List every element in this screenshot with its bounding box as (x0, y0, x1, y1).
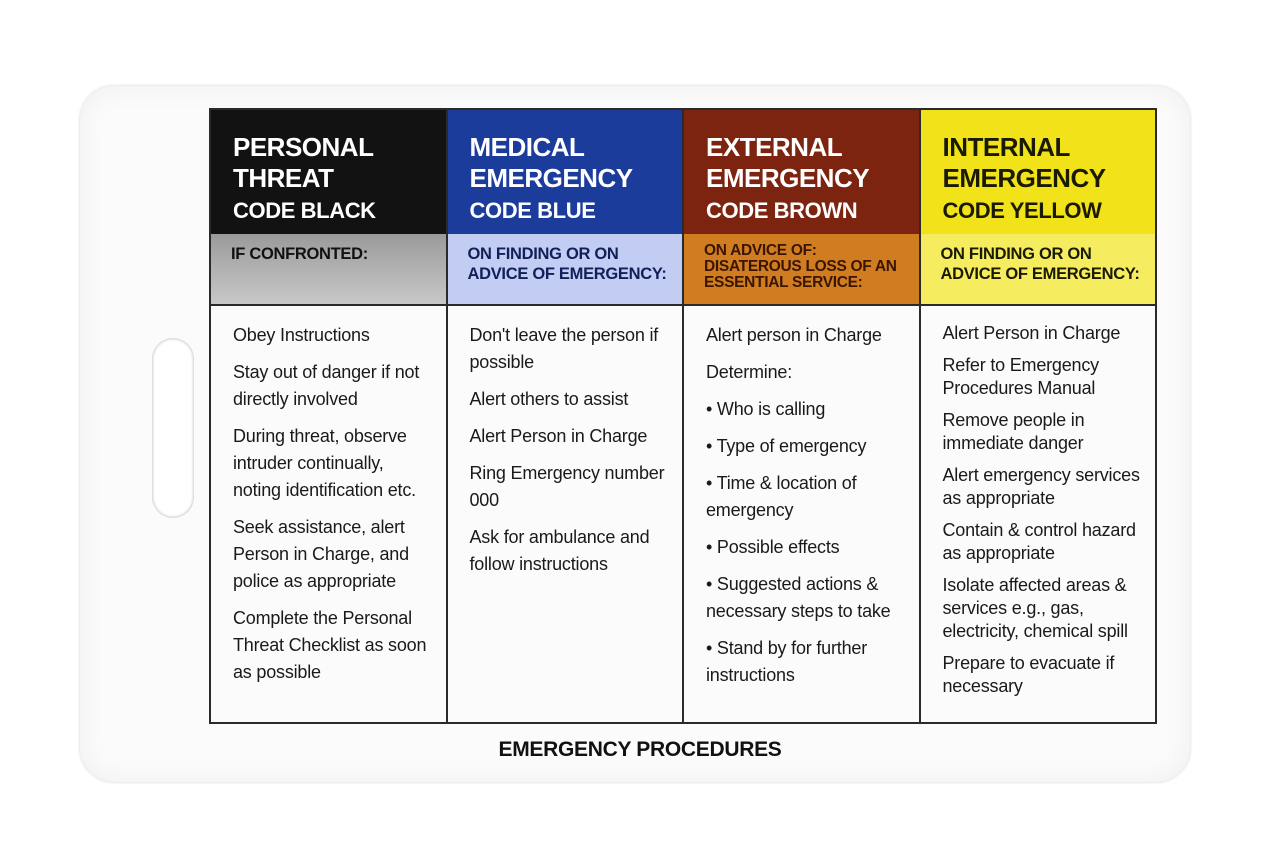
column-subheader: IF CONFRONTED: (211, 234, 446, 304)
list-item: • Suggested actions & necessary steps to take (706, 574, 891, 621)
list-item: Alert person in Charge (706, 325, 882, 345)
list-item: Ring Emergency number 000 (469, 463, 665, 510)
column-body (684, 304, 919, 722)
column-title: INTERNAL (942, 132, 1070, 162)
list-item: Alert emergency services as appropriate (942, 465, 1140, 508)
list-item: Stay out of danger if not directly involved (233, 362, 420, 409)
lanyard-slot (152, 338, 194, 518)
column-body (921, 304, 1156, 722)
list-item: Isolate affected areas & services e.g., gas, electricity, chemical spill (942, 575, 1128, 641)
list-item: Determine: (706, 362, 793, 382)
column-title: EMERGENCY (469, 163, 633, 193)
list-item: • Possible effects (706, 537, 840, 557)
list-item: • Who is calling (706, 399, 826, 419)
column-header (684, 110, 919, 234)
column-subheader: ON FINDING OR ON ADVICE OF EMERGENCY: (448, 234, 683, 304)
list-item: Refer to Emergency Procedures Manual (942, 355, 1099, 398)
column-title: EXTERNAL (706, 132, 843, 162)
column-subheader: ON ADVICE OF: DISATEROUS LOSS OF AN ESSENTIAL SERVICE: (684, 234, 919, 304)
list-item: During threat, observe intruder continually, noting identification etc. (233, 426, 416, 500)
list-item: Alert Person in Charge (942, 323, 1121, 343)
column-code: CODE YELLOW (942, 198, 1102, 223)
column-header (211, 110, 446, 234)
procedures-table (209, 108, 1157, 724)
column-title: PERSONAL (233, 132, 374, 162)
column-code: CODE BLUE (469, 198, 596, 223)
list-item: Alert others to assist (469, 389, 629, 409)
column-header (448, 110, 683, 234)
column-body (448, 304, 683, 722)
list-item: • Type of emergency (706, 436, 867, 456)
card-footer-title: EMERGENCY PROCEDURES (498, 738, 782, 761)
list-item: Prepare to evacuate if necessary (942, 653, 1115, 696)
list-item: Contain & control hazard as appropriate (942, 520, 1136, 563)
column-title: EMERGENCY (942, 163, 1106, 193)
list-item: Complete the Personal Threat Checklist as soon as possible (233, 608, 427, 682)
column-medical-emergency (448, 110, 685, 722)
column-subheader: ON FINDING OR ON ADVICE OF EMERGENCY: (921, 234, 1156, 304)
list-item: • Stand by for further instructions (706, 638, 867, 685)
list-item: • Time & location of emergency (706, 473, 857, 520)
column-code: CODE BLACK (233, 198, 376, 223)
column-title: EMERGENCY (706, 163, 870, 193)
list-item: Seek assistance, alert Person in Charge, and police as appropriate (233, 517, 409, 591)
column-internal-emergency (921, 110, 1156, 722)
column-title: MEDICAL (469, 132, 585, 162)
column-personal-threat (211, 110, 448, 722)
column-title: THREAT (233, 163, 334, 193)
column-external-emergency (684, 110, 921, 722)
list-item: Remove people in immediate danger (942, 410, 1085, 453)
list-item: Alert Person in Charge (469, 426, 648, 446)
list-item: Don't leave the person if possible (469, 325, 659, 372)
column-code: CODE BROWN (706, 198, 858, 223)
column-body (211, 304, 446, 722)
column-header (921, 110, 1156, 234)
list-item: Obey Instructions (233, 325, 370, 345)
list-item: Ask for ambulance and follow instructions (469, 527, 650, 574)
